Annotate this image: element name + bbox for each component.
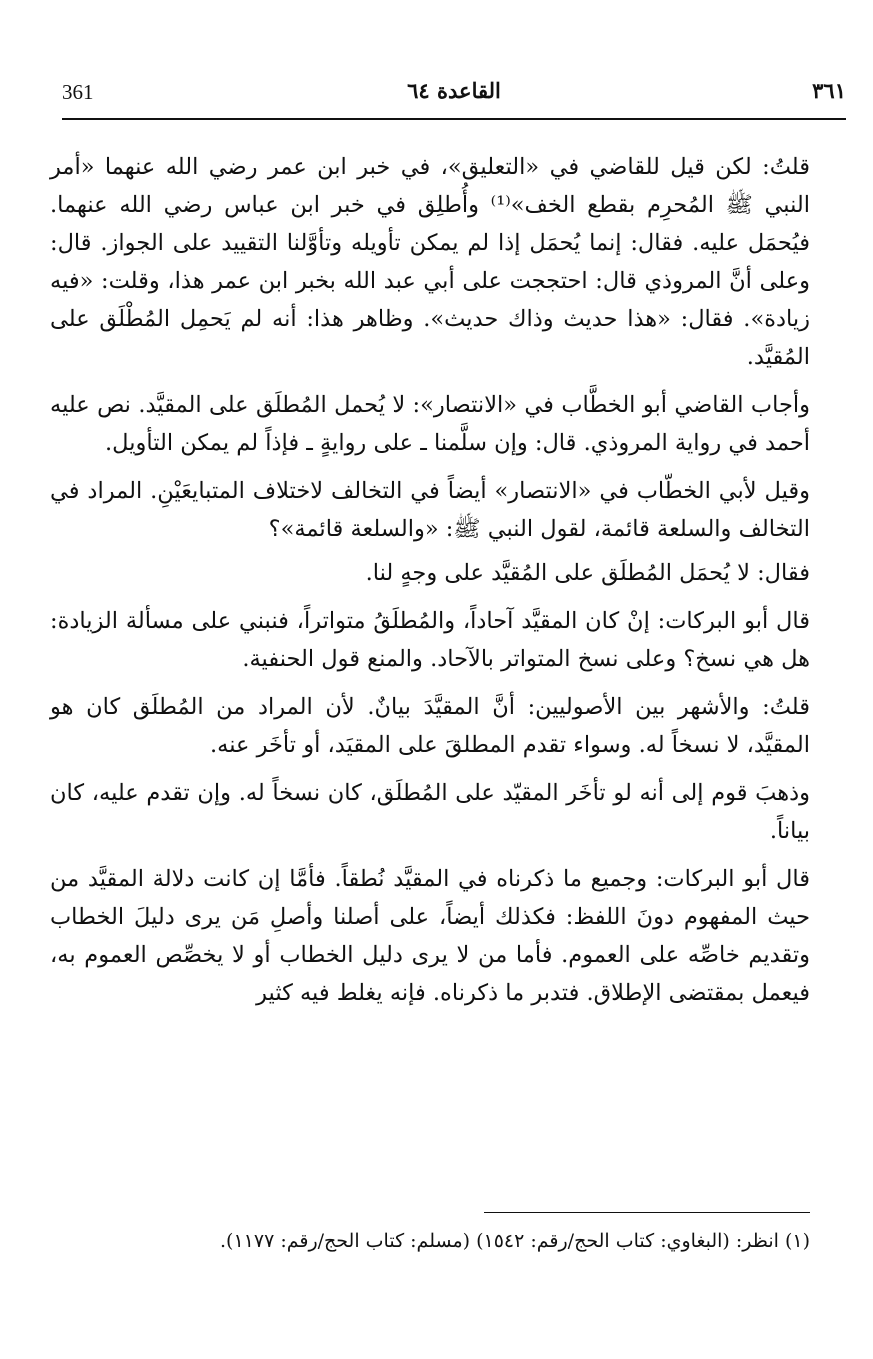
footnote: (١) انظر: (البغاوي: كتاب الحج/رقم: ١٥٤٢) (مسلم: كتاب الحج/رقم: ١١٧٧). bbox=[220, 1230, 810, 1252]
paragraph: قلتُ: لكن قيل للقاضي في «التعليق»، في خبر ابن عمر رضي الله عنهما «أمر النبي ﷺ المُحرِم بقطع الخف»⁽¹⁾ وأُطلِق في خبر ابن عباس رضي الله عنهما. فيُحمَل عليه. فقال: إنما يُحمَل إذا لم يمكن تأويله وتأوَّلنا التقييد على الجواز. قال: وعلى أنَّ المروذي قال: احتججت على أبي عبد الله بخبر ابن عمر هذا، وقلت: «فيه زيادة». فقال: «هذا حديث وذاك حديث». وظاهر هذا: أنه لم يَحمِل المُطْلَق على المُقيَّد. bbox=[50, 154, 810, 370]
main-text bbox=[50, 148, 810, 1022]
paragraph: وقيل لأبي الخطّاب في «الانتصار» أيضاً في التخالف لاختلاف المتبايعَيْنِ. المراد في التخالف والسلعة قائمة، لقول النبي ﷺ: «والسلعة قائمة»؟ bbox=[50, 478, 811, 542]
paragraph: وذهبَ قوم إلى أنه لو تأخَر المقيّد على المُطلَق، كان نسخاً له. وإن تقدم عليه، كان بياناً. bbox=[50, 780, 810, 844]
header-rule bbox=[62, 118, 846, 120]
paragraph: قلتُ: والأشهر بين الأصوليين: أنَّ المقيَّدَ بيانٌ. لأن المراد من المُطلَق كان هو المقيَّد، لا نسخاً له. وسواء تقدم المطلقَ على المقيَد، أو تأخَر عنه. bbox=[50, 694, 810, 758]
paragraph: قال أبو البركات: إنْ كان المقيَّد آحاداً، والمُطلَقُ متواتراً، فنبني على مسألة الزيادة: هل هي نسخ؟ وعلى نسخ المتواتر بالآحاد. والمنع قول الحنفية. bbox=[50, 608, 810, 672]
paragraph: فقال: لا يُحمَل المُطلَق على المُقيَّد على وجهٍ لنا. bbox=[365, 560, 810, 586]
page-number-arabic: ٣٦١ bbox=[812, 78, 846, 103]
running-header bbox=[62, 72, 846, 116]
page-number-latin: 361 bbox=[62, 80, 94, 104]
chapter-title: القاعدة ٦٤ bbox=[407, 78, 501, 103]
paragraph: وأجاب القاضي أبو الخطَّاب في «الانتصار»: لا يُحمل المُطلَق على المقيَّد. نص عليه أحمد في رواية المروذي. قال: وإن سلَّمنا ـ على روايةٍ ـ فإذاً لم يمكن التأويل. bbox=[50, 392, 810, 456]
paragraph: قال أبو البركات: وجميع ما ذكرناه في المقيَّد نُطقاً. فأمَّا إن كانت دلالة المقيَّد من حيث المفهوم دونَ اللفظ: فكذلك أيضاً، على أصلنا وأصلِ مَن يرى دليلَ الخطاب وتقديم خاصِّه على العموم. فأما من لا يرى دليل الخطاب أو لا يخصِّص العموم به، فيعمل بمقتضى الإطلاق. فتدبر ما ذكرناه. فإنه يغلط فيه كثير bbox=[50, 866, 810, 1006]
footnote-rule bbox=[484, 1212, 810, 1213]
